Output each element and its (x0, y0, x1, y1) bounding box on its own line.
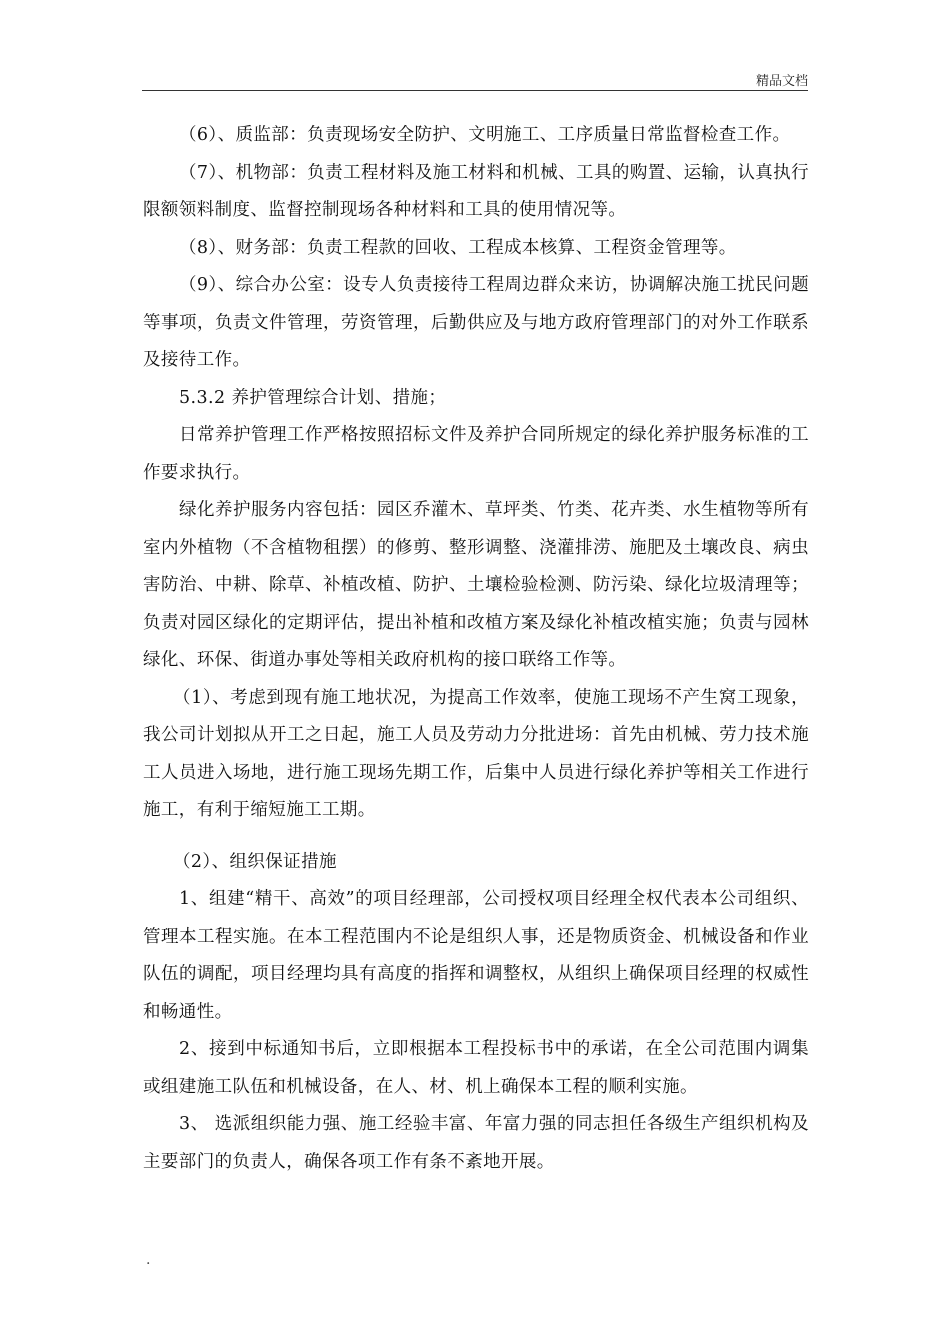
document-body (143, 117, 809, 1181)
section-heading-5-3-2: 5.3.2 养护管理综合计划、措施； (179, 387, 447, 408)
paragraph-item-2-heading: （2）、组织保证措施 (173, 851, 337, 872)
paragraph-measure-3: 3、 选派组织能力强、施工经验丰富、年富力强的同志担任各级生产组织机构及主要部门的负责人，确保各项工作有条不紊地开展。 (143, 1114, 809, 1172)
header-divider (142, 90, 808, 91)
paragraph-measure-2: 2、接到中标通知书后，立即根据本工程投标书中的承诺，在全公司范围内调集或组建施工队伍和机械设备，在人、材、机上确保本工程的顺利实施。 (143, 1039, 809, 1097)
footer-mark: . (146, 1252, 151, 1268)
paragraph-materials-dept: （7）、机物部：负责工程材料及施工材料和机械、工具的购置、运输，认真执行限额领料制度、监督控制现场各种材料和工具的使用情况等。 (143, 162, 809, 220)
paragraph-quality-dept: （6）、质监部：负责现场安全防护、文明施工、工序质量日常监督检查工作。 (179, 125, 791, 145)
paragraph-daily-maintenance: 日常养护管理工作严格按照招标文件及养护合同所规定的绿化养护服务标准的工作要求执行。 (143, 425, 809, 483)
paragraph-general-office: （9）、综合办公室：设专人负责接待工程周边群众来访，协调解决施工扰民问题等事项，负责文件管理，劳资管理，后勤供应及与地方政府管理部门的对外工作联系及接待工作。 (143, 275, 809, 370)
header-label: 精品文档 (755, 74, 808, 89)
paragraph-measure-1: 1、组建“精干、高效”的项目经理部，公司授权项目经理全权代表本公司组织、管理本工程实施。在本工程范围内不论是组织人事，还是物质资金、机械设备和作业队伍的调配，项目经理均具有高度的指挥和调整权，从组织上确保项目经理的权威性和畅通性。 (143, 889, 809, 1022)
paragraph-service-content: 绿化养护服务内容包括：园区乔灌木、草坪类、竹类、花卉类、水生植物等所有室内外植物（不含植物租摆）的修剪、整形调整、浇灌排涝、施肥及土壤改良、病虫害防治、中耕、除草、补植改植、防护、土壤检验检测、防污染、绿化垃圾清理等；负责对园区绿化的定期评估，提出补植和改植方案及绿化补植改植实施；负责与园林绿化、环保、街道办事处等相关政府机构的接口联络工作等。 (143, 500, 809, 670)
paragraph-finance-dept: （8）、财务部：负责工程款的回收、工程成本核算、工程资金管理等。 (179, 237, 737, 258)
paragraph-item-1: （1）、考虑到现有施工地状况，为提高工作效率，使施工现场不产生窝工现象，我公司计划拟从开工之日起，施工人员及劳动力分批进场：首先由机械、劳力技术施工人员进入场地，进行施工现场先期工作，后集中人员进行绿化养护等相关工作进行施工，有利于缩短施工工期。 (143, 687, 809, 820)
